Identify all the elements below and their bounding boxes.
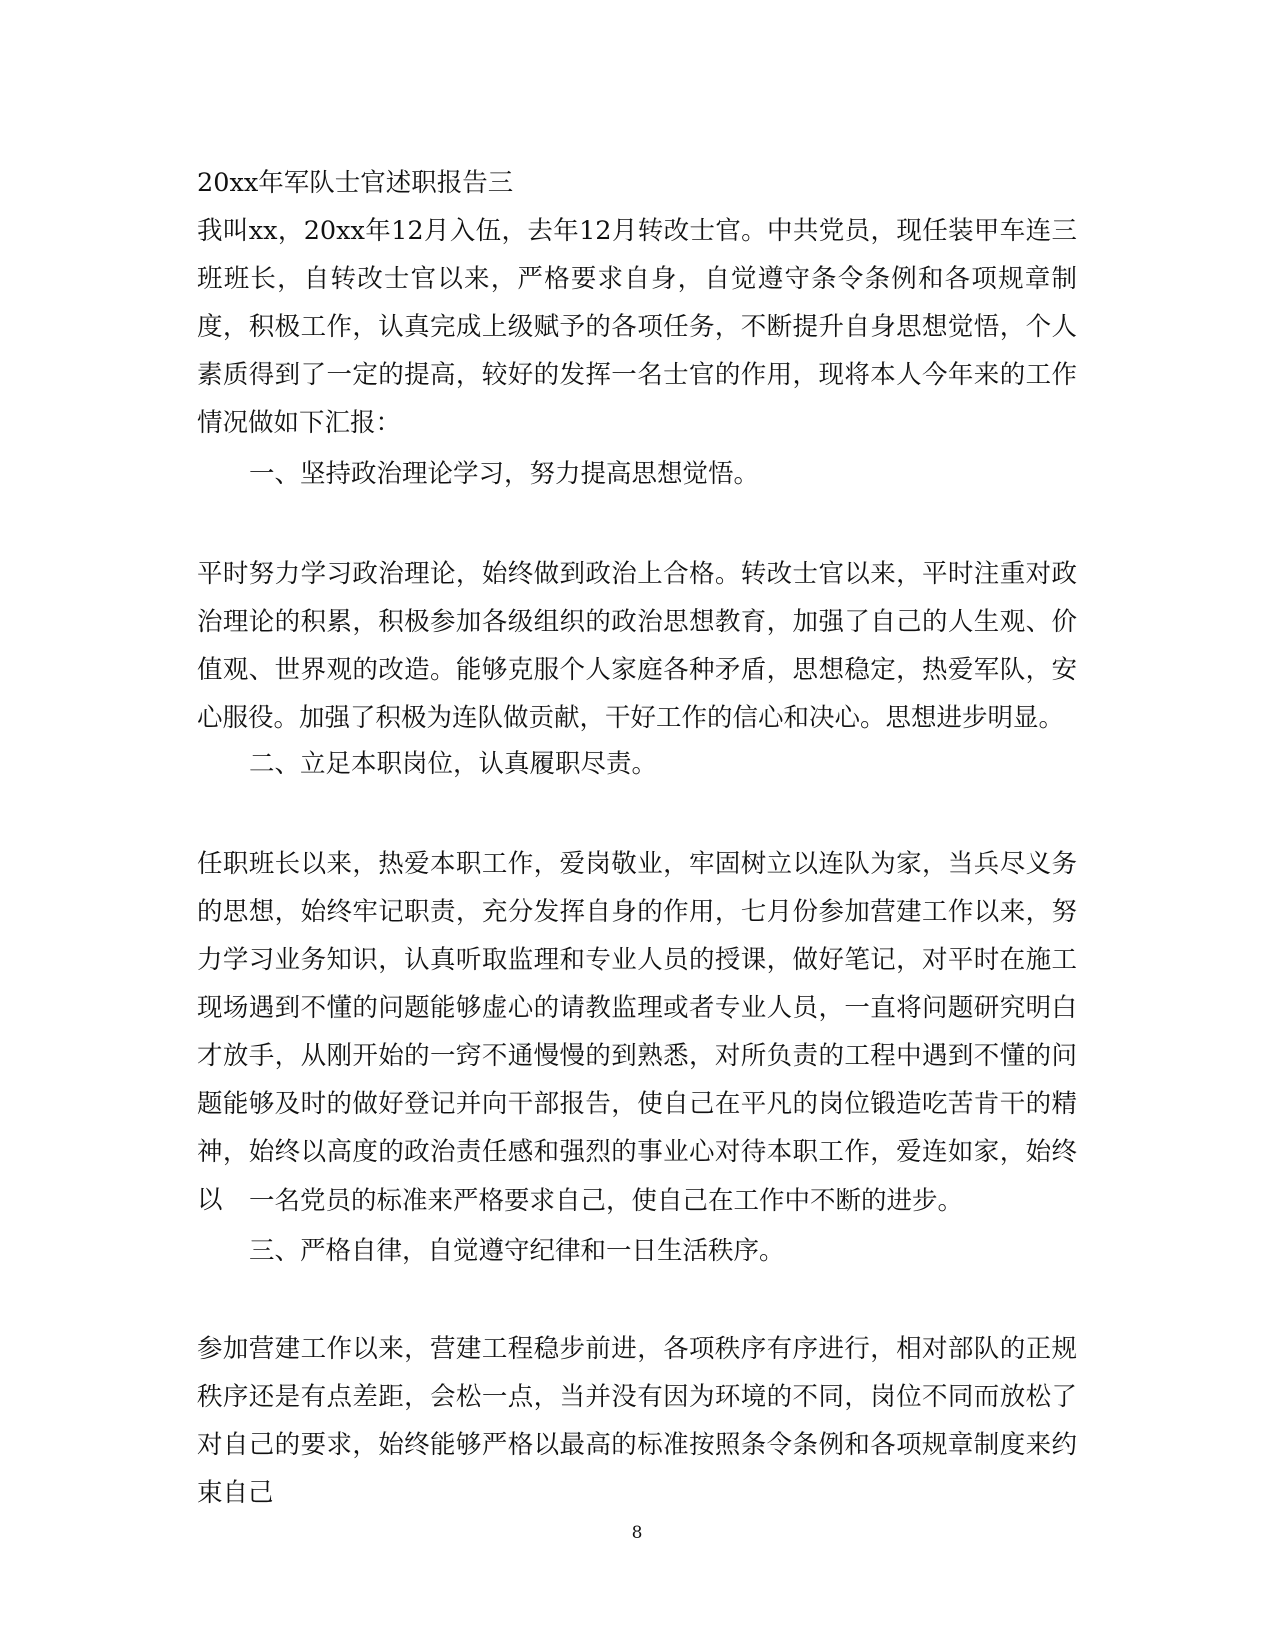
section-1-paragraph: 平时努力学习政治理论，始终做到政治上合格。转改士官以来，平时注重对政治理论的积累，积极参加各级组织的政治思想教育，加强了自己的人生观、价值观、世界观的改造。能够克服个人家庭各种矛盾，思想稳定，热爱军队，安心服役。加强了积极为连队做贡献，干好工作的信心和决心。思想进步明显。: [197, 559, 1077, 733]
section-2-paragraph: 任职班长以来，热爱本职工作，爱岗敬业，牢固树立以连队为家，当兵尽义务的思想，始终牢记职责，充分发挥自身的作用，七月份参加营建工作以来，努力学习业务知识，认真听取监理和专业人员的授课，做好笔记，对平时在施工现场遇到不懂的问题能够虚心的请教监理或者专业人员，一直将问题研究明白才放手，从刚开始的一窍不通慢慢的到熟悉，对所负责的工程中遇到不懂的问题能够及时的做好登记并向干部报告，使自己在平凡的岗位锻造吃苦肯干的精神，始终以高度的政治责任感和强烈的事业心对待本职工作，爱连如家，始终以: [197, 849, 1077, 1215]
section-heading-2: 二、立足本职岗位，认真履职尽责。: [249, 749, 658, 779]
document-title: 20xx年军队士官述职报告三: [197, 168, 514, 198]
page-number: 8: [631, 1523, 643, 1543]
section-2-continuation: 一名党员的标准来严格要求自己，使自己在工作中不断的进步。: [249, 1186, 964, 1216]
section-heading-1: 一、坚持政治理论学习，努力提高思想觉悟。: [249, 459, 760, 489]
section-3-paragraph: 参加营建工作以来，营建工程稳步前进，各项秩序有序进行，相对部队的正规秩序还是有点差距，会松一点，当并没有因为环境的不同，岗位不同而放松了对自己的要求，始终能够严格以最高的标准按照条令条例和各项规章制度来约束自己: [197, 1334, 1077, 1508]
section-heading-3: 三、严格自律，自觉遵守纪律和一日生活秩序。: [249, 1236, 785, 1266]
intro-paragraph: 我叫xx，20xx年12月入伍，去年12月转改士官。中共党员，现任装甲车连三班班长，自转改士官以来，严格要求自身，自觉遵守条令条例和各项规章制度，积极工作，认真完成上级赋予的各项任务，不断提升自身思想觉悟，个人素质得到了一定的提高，较好的发挥一名士官的作用，现将本人今年来的工作情况做如下汇报：: [197, 216, 1077, 438]
